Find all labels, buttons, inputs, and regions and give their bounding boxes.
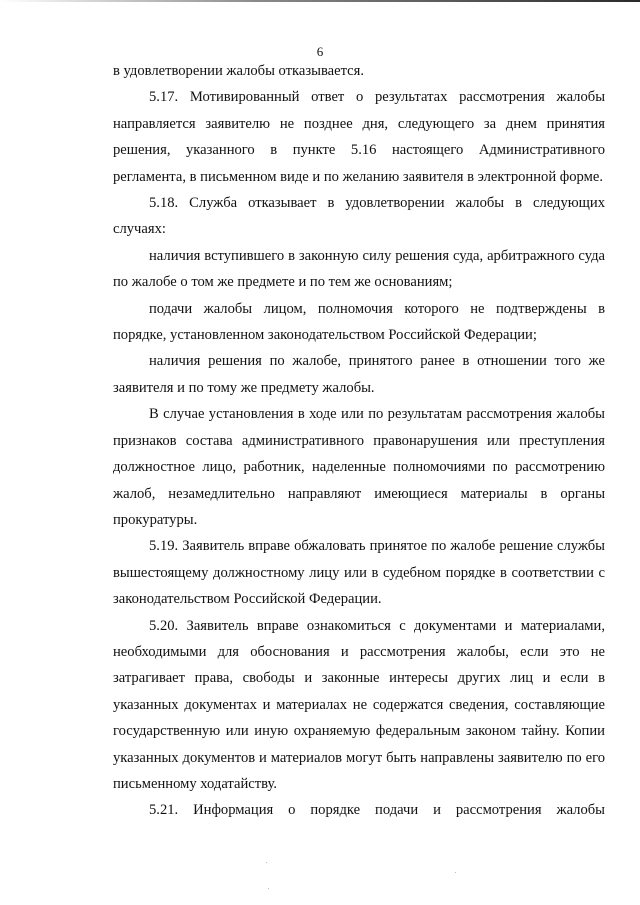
- paragraph-prosecution-referral: В случае установления в ходе или по результатам рассмотрения жалобы признаков состава административного правонарушения или преступления должностное лицо, работник, наделенные полномочиями по рассмотрению жалоб, незамедлительно направляют имеющиеся материалы в органы прокуратуры.: [113, 406, 605, 528]
- scan-speck: [268, 888, 269, 889]
- scan-top-edge: [0, 0, 640, 2]
- paragraph-continuation: в удовлетворении жалобы отказывается.: [113, 63, 365, 79]
- paragraph-5-18: 5.18. Служба отказывает в удовлетворении жалобы в следующих случаях:: [113, 195, 605, 238]
- scan-speck: [266, 862, 267, 863]
- paragraph-5-20: 5.20. Заявитель вправе ознакомиться с документами и материалами, необходимыми для обоснования и рассмотрения жалобы, если это не затрагивает права, свободы и законные интересы других лиц и если в указанных документах и материалах не содержатся сведения, составляющие государственную или иную охраняемую федеральным законом тайну. Копии указанных документов и материалов могут быть направлены заявителю по его письменному ходатайству.: [113, 617, 605, 792]
- scan-speck: [455, 872, 456, 873]
- paragraph-5-17: 5.17. Мотивированный ответ о результатах рассмотрения жалобы направляется заявителю не позднее дня, следующего за днем принятия решения, указанного в пункте 5.16 настоящего Административного регламента, в письменном виде и по желанию заявителя в электронной форме.: [113, 89, 605, 185]
- paragraph-refusal-case-court: наличия вступившего в законную силу решения суда, арбитражного суда по жалобе о том же предмете и по тем же основаниям;: [113, 247, 605, 291]
- paragraph-refusal-case-authority: подачи жалобы лицом, полномочия которого не подтверждены в порядке, установленном законодательством Российской Федерации;: [113, 300, 605, 344]
- paragraph-5-19: 5.19. Заявитель вправе обжаловать принятое по жалобе решение службы вышестоящему должностному лицу или в судебном порядке в соответствии с законодательством Российской Федерации.: [113, 538, 605, 608]
- paragraph-5-21: 5.21. Информация о порядке подачи и рассмотрения жалобы: [149, 802, 605, 819]
- page-number: 6: [316, 44, 324, 59]
- document-body: [113, 58, 605, 824]
- paragraph-refusal-case-prior-decision: наличия решения по жалобе, принятого ранее в отношении того же заявителя и по тому же предмету жалобы.: [113, 353, 605, 396]
